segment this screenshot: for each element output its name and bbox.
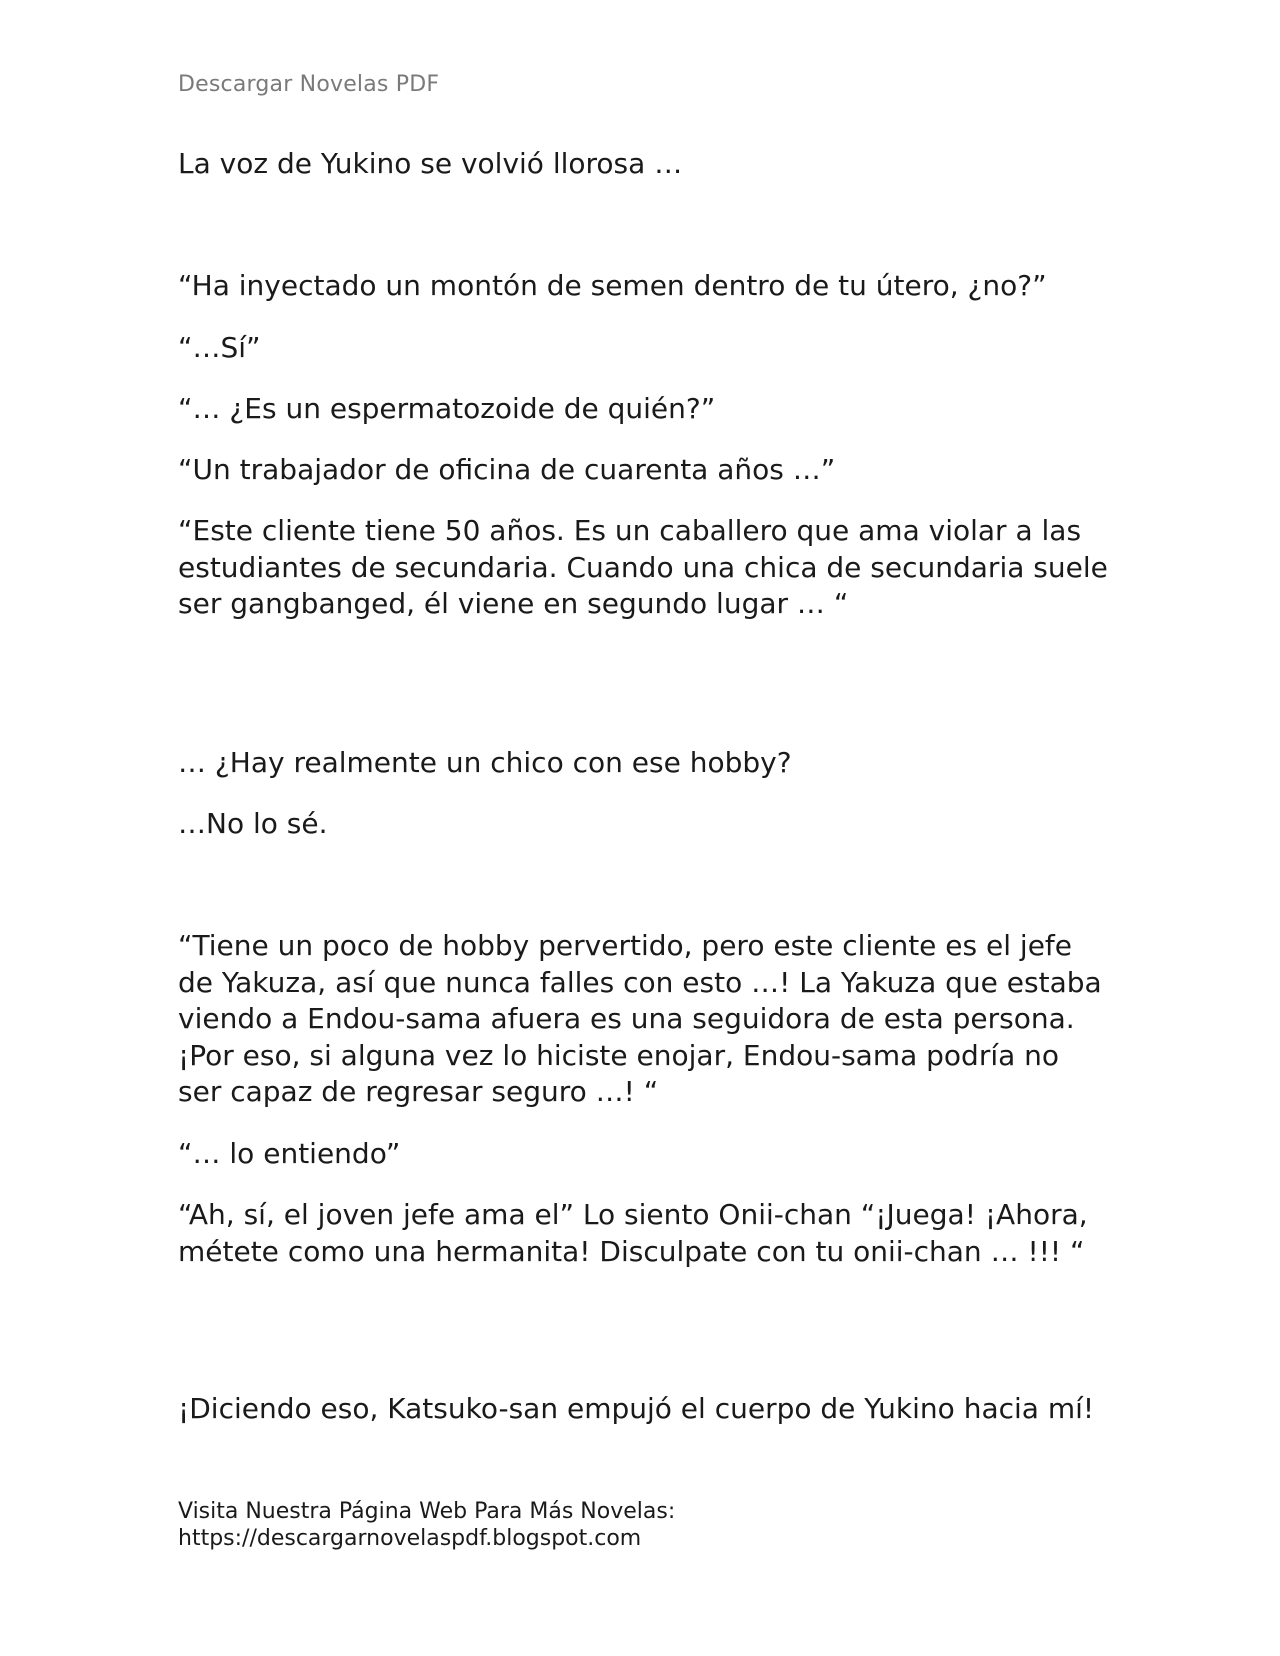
paragraph-3: “…Sí” [178,331,261,364]
paragraph-9: “Tiene un poco de hobby pervertido, pero este cliente es el jefe de Yakuza, así que nunca falles con esto …! La Yakuza que estaba viendo a Endou-sama afuera es una seguidora de esta persona. ¡Por eso, si alguna vez lo hiciste enojar, Endou-sama podría no ser capaz de regresar seguro …! “ [178,929,1102,1108]
paragraph-5: “Un trabajador de oficina de cuarenta años …” [178,453,836,486]
footer-promo-text: Visita Nuestra Página Web Para Más Novelas: [178,1499,676,1524]
footer-url-link[interactable]: https://descargarnovelaspdf.blogspot.com [178,1526,642,1551]
paragraph-10: “… lo entiendo” [178,1137,401,1170]
site-header: Descargar Novelas PDF [178,72,440,97]
paragraph-1: La voz de Yukino se volvió llorosa … [178,147,683,180]
paragraph-2: “Ha inyectado un montón de semen dentro de tu útero, ¿no?” [178,269,1047,302]
paragraph-4: “… ¿Es un espermatozoide de quién?” [178,392,716,425]
paragraph-8: …No lo sé. [178,807,328,840]
paragraph-7: … ¿Hay realmente un chico con ese hobby? [178,746,792,779]
paragraph-11: “Ah, sí, el joven jefe ama el” Lo siento Onii-chan “¡Juega! ¡Ahora, métete como una hermanita! Disculpate con tu onii-chan … !!! “ [178,1198,1088,1268]
paragraph-12: ¡Diciendo eso, Katsuko-san empujó el cuerpo de Yukino hacia mí! [178,1392,1095,1425]
site-footer [178,1498,675,1552]
paragraph-6: “Este cliente tiene 50 años. Es un caballero que ama violar a las estudiantes de secundaria. Cuando una chica de secundaria suele ser gangbanged, él viene en segundo lugar … “ [178,514,1108,620]
document-page [178,0,1108,1656]
